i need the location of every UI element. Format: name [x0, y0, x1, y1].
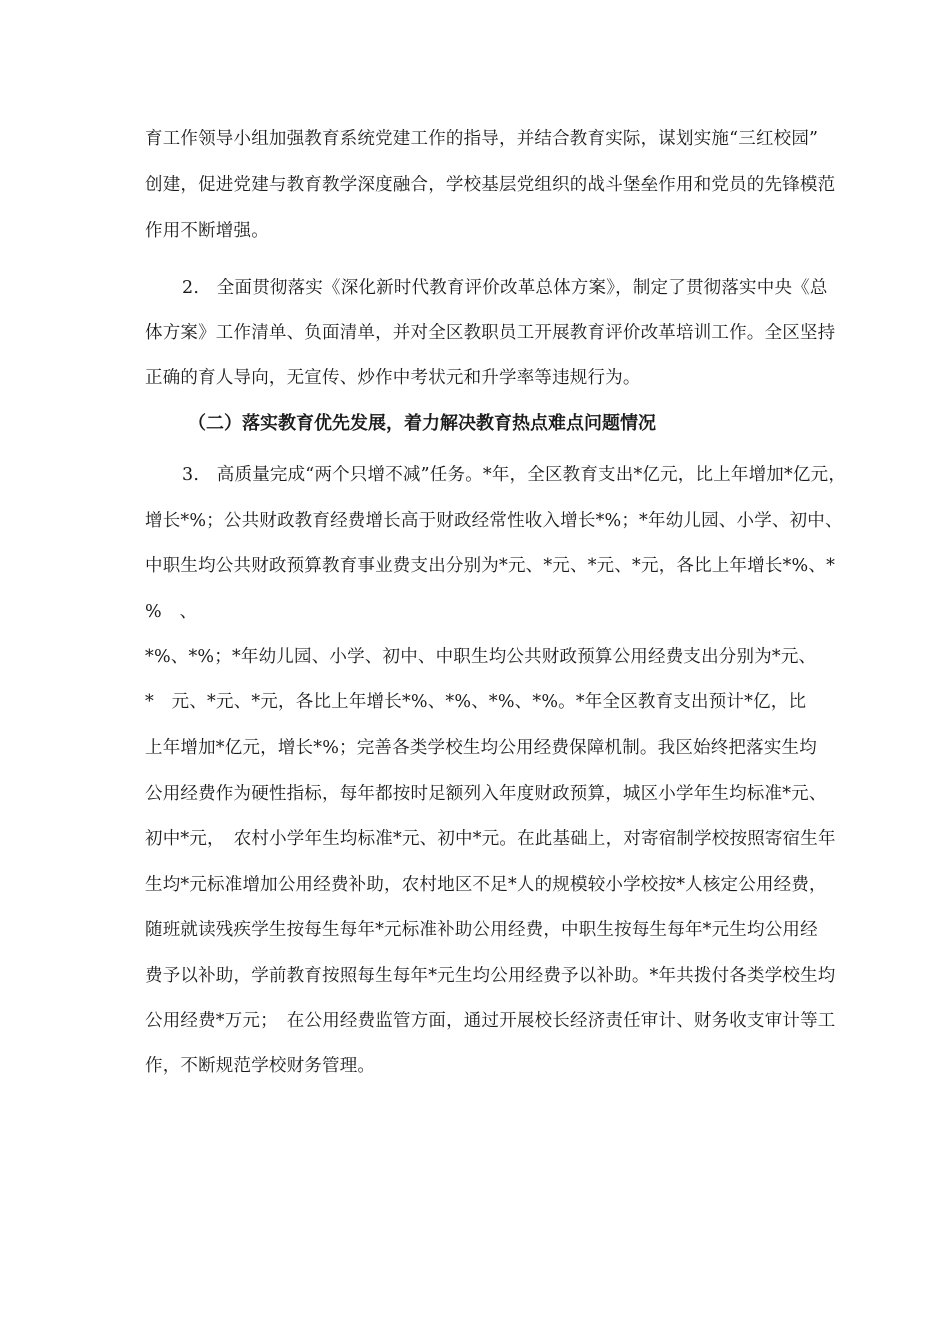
- paragraph-3-line-13: 公用经费*万元； 在公用经费监管方面，通过开展校长经济责任审计、财务收支审计等工: [145, 1011, 836, 1031]
- paragraph-3-line-9: 初中*元， 农村小学年生均标准*元、初中*元。在此基础上，对寄宿制学校按照寄宿生年: [145, 829, 836, 849]
- paragraph-1-line-3: 作用不断增强。: [145, 221, 269, 241]
- paragraph-1-line-1: 育工作领导小组加强教育系统党建工作的指导，并结合教育实际，谋划实施“三红校园”: [145, 129, 819, 149]
- section-heading: （二）落实教育优先发展，着力解决教育热点难点问题情况: [188, 413, 656, 434]
- paragraph-1-line-2: 创建，促进党建与教育教学深度融合，学校基层党组织的战斗堡垒作用和党员的先锋模范: [145, 175, 836, 195]
- paragraph-3-line-4: % 、: [145, 602, 198, 622]
- paragraph-3-line-14: 作，不断规范学校财务管理。: [145, 1056, 376, 1076]
- paragraph-3-line-8: 公用经费作为硬性指标，每年都按时足额列入年度财政预算，城区小学年生均标准*元、: [145, 784, 827, 804]
- paragraph-3-line-3: 中职生均公共财政预算教育事业费支出分别为*元、*元、*元、*元，各比上年增长*%、*: [145, 556, 836, 576]
- paragraph-2-line-3: 正确的育人导向，无宣传、炒作中考状元和升学率等违规行为。: [145, 368, 641, 388]
- paragraph-3-line-2: 增长*%；公共财政教育经费增长高于财政经常性收入增长*%；*年幼儿园、小学、初中、: [145, 511, 843, 531]
- paragraph-2-line-2: 体方案》工作清单、负面清单，并对全区教职员工开展教育评价改革培训工作。全区坚持: [145, 323, 836, 343]
- paragraph-2-line-1: 2. 全面贯彻落实《深化新时代教育评价改革总体方案》，制定了贯彻落实中央《总: [182, 278, 828, 298]
- paragraph-3-line-1: 3. 高质量完成“两个只增不减”任务。*年，全区教育支出*亿元，比上年增加*亿元，: [182, 465, 847, 485]
- paragraph-3-line-10: 生均*元标准增加公用经费补助，农村地区不足*人的规模较小学校按*人核定公用经费，: [145, 875, 827, 895]
- paragraph-3-line-12: 费予以补助，学前教育按照每生每年*元生均公用经费予以补助。*年共拨付各类学校生均: [145, 966, 836, 986]
- paragraph-3-line-7: 上年增加*亿元，增长*%；完善各类学校生均公用经费保障机制。我区始终把落实生均: [145, 738, 817, 758]
- paragraph-3-line-6: * 元、*元、*元，各比上年增长*%、*%、*%、*%。*年全区教育支出预计*亿，比: [145, 692, 807, 712]
- paragraph-3-line-5: *%、*%；*年幼儿园、小学、初中、中职生均公共财政预算公用经费支出分别为*元、: [145, 647, 817, 667]
- paragraph-3-line-11: 随班就读残疾学生按每生每年*元标准补助公用经费，中职生按每生每年*元生均公用经: [145, 920, 818, 940]
